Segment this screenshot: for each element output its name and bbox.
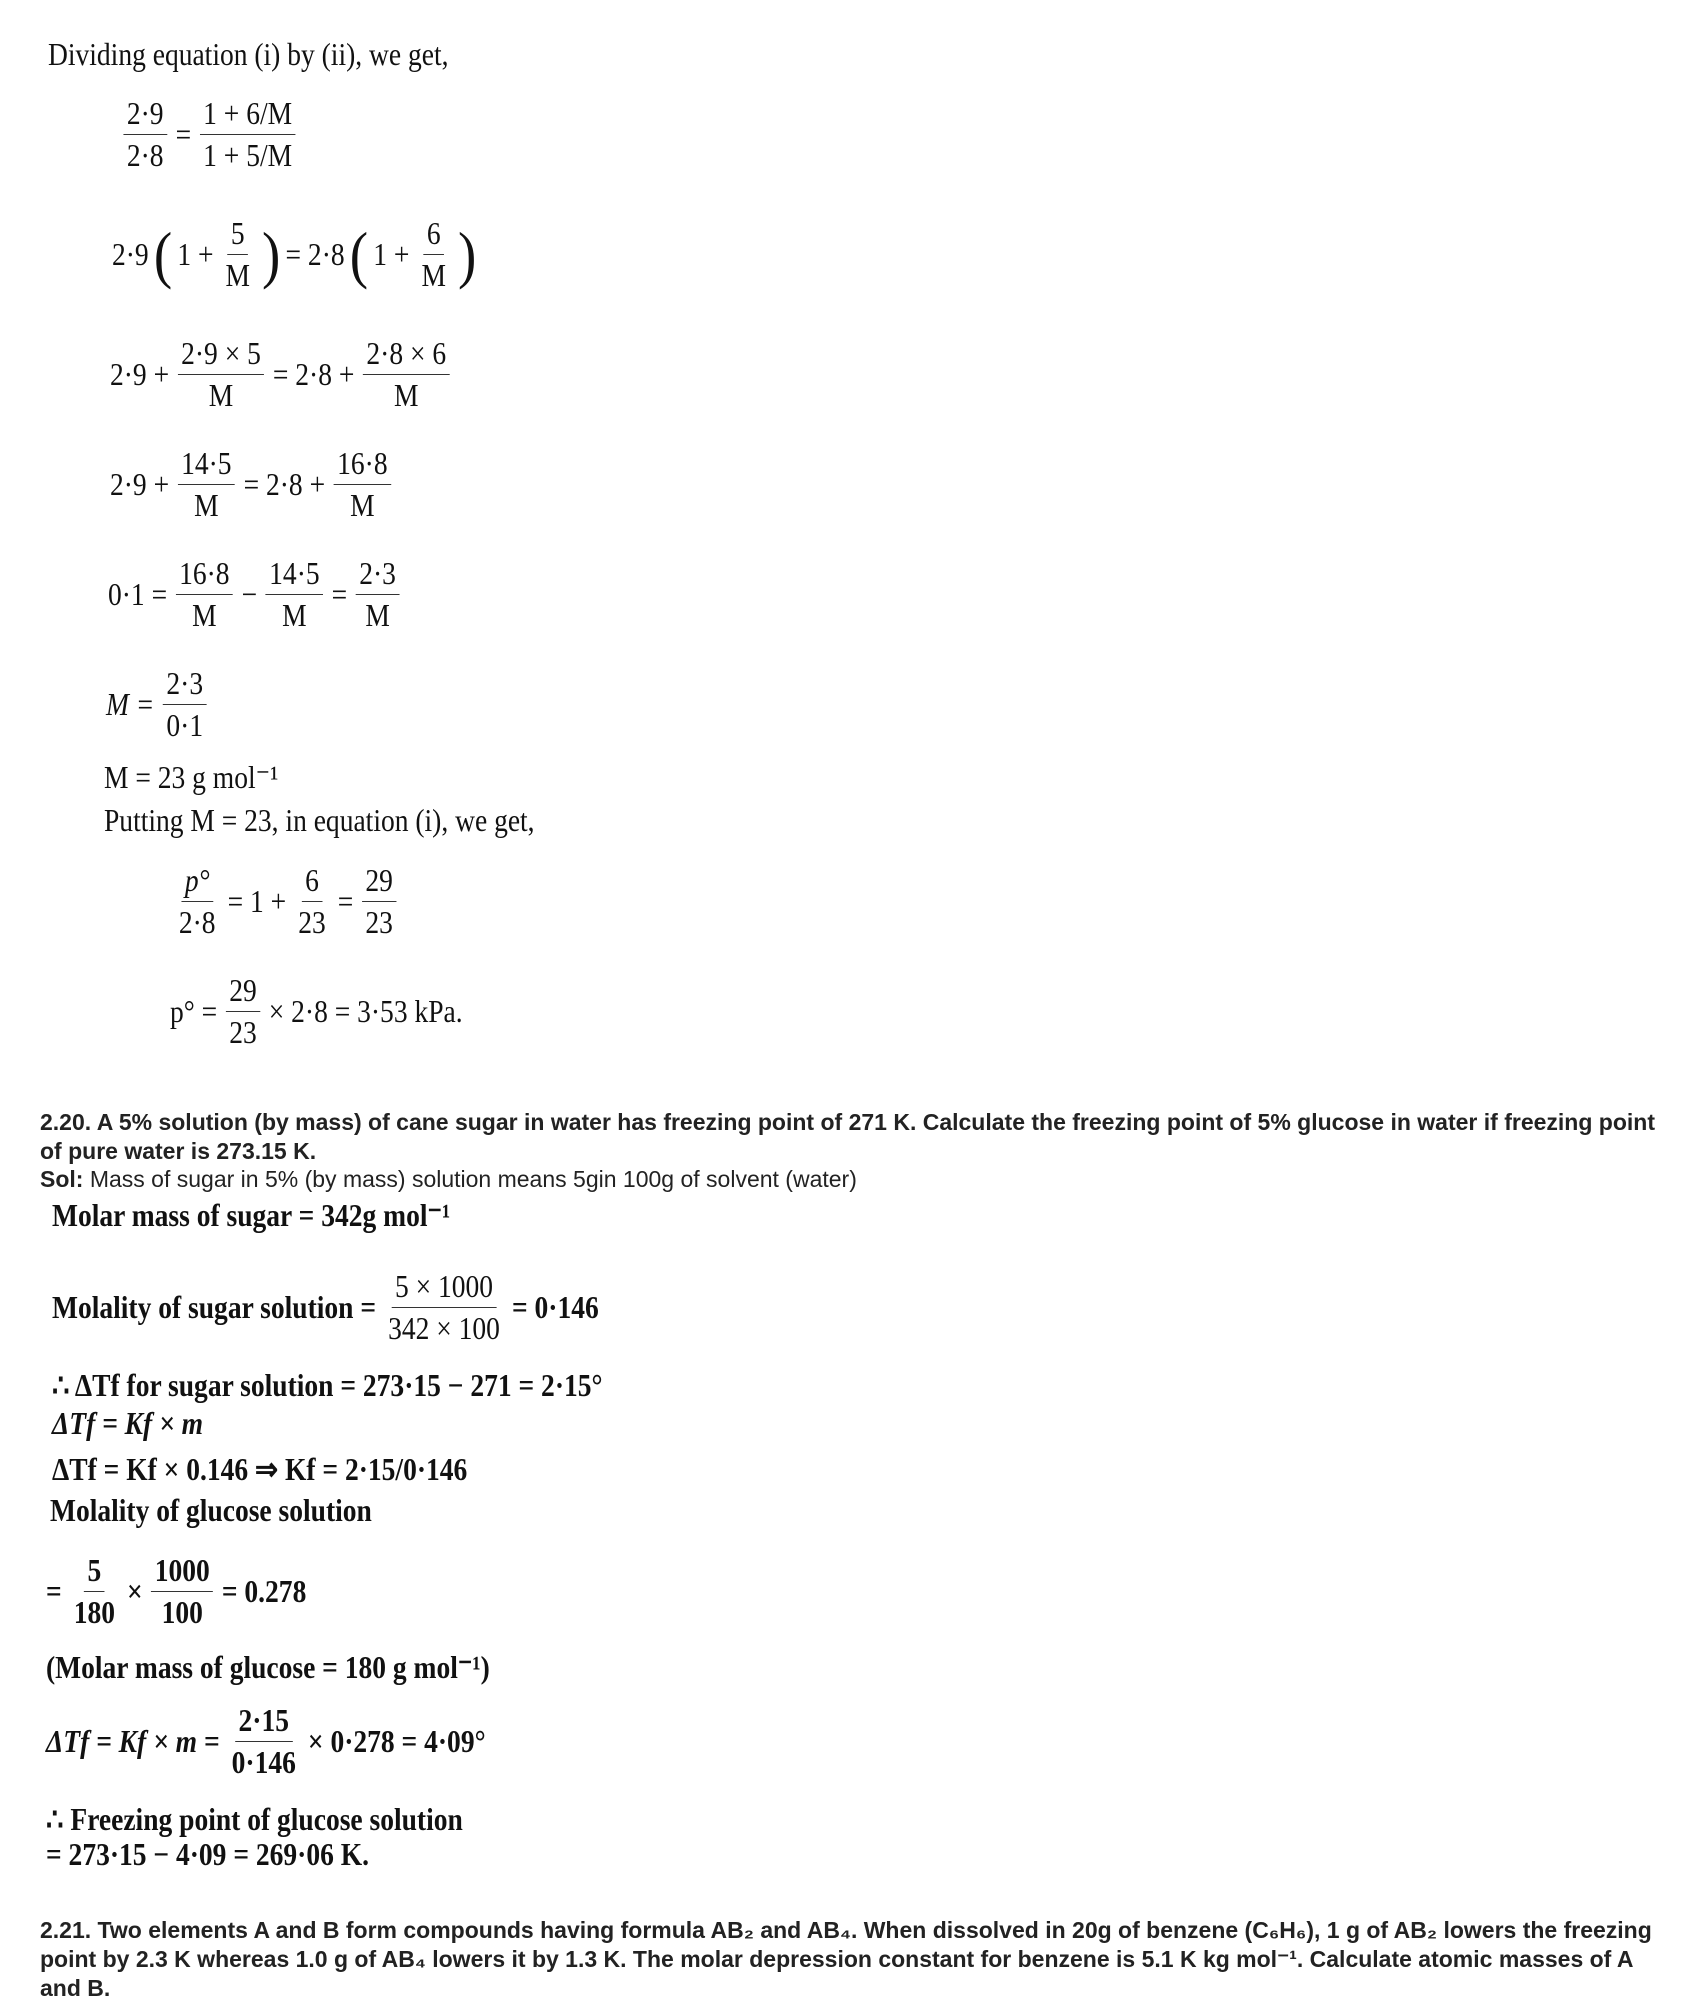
- numerator: 1000: [151, 1552, 213, 1592]
- denominator: 23: [298, 904, 326, 940]
- numerator: 16·8: [334, 445, 391, 485]
- text: M =: [106, 686, 155, 722]
- text: −: [241, 576, 258, 612]
- equation-simplify: [110, 445, 394, 524]
- fraction: [151, 1552, 213, 1631]
- fraction: [418, 215, 449, 294]
- paren: (: [153, 218, 173, 290]
- equation-cross-multiply: [112, 215, 476, 294]
- denominator: M: [394, 377, 419, 413]
- numerator: 29: [226, 972, 260, 1012]
- fraction: [356, 555, 400, 634]
- numerator: 2·3: [356, 555, 400, 595]
- fraction: [226, 972, 260, 1051]
- fraction: [123, 95, 167, 174]
- dtf-kf: [52, 1450, 467, 1488]
- text: Molality of sugar solution =: [52, 1289, 377, 1325]
- text: 2·9 +: [110, 356, 170, 392]
- text: ∴ Freezing point of glucose solution: [46, 1801, 463, 1837]
- fraction: [295, 862, 329, 941]
- equation-p0-result: [170, 972, 463, 1051]
- denominator: 2·8: [178, 904, 216, 940]
- text: ΔTf = Kf × 0.146 ⇒ Kf = 2·15/0·146: [52, 1451, 468, 1487]
- text: × 2·8 = 3·53 kPa.: [268, 993, 463, 1029]
- equals: =: [175, 116, 192, 152]
- denominator: 180: [73, 1594, 116, 1630]
- numerator: 1 + 6/M: [200, 95, 296, 135]
- text: =: [331, 576, 348, 612]
- paren: ): [457, 218, 477, 290]
- text: = 2·8 +: [272, 356, 355, 392]
- text: p° =: [170, 993, 218, 1029]
- paren: ): [262, 218, 281, 290]
- putting-line: [104, 802, 535, 839]
- fraction: [178, 335, 265, 414]
- fraction: [334, 445, 391, 524]
- glucose-molality: [46, 1552, 306, 1631]
- equation-expand: [110, 335, 453, 414]
- numerator: p°: [181, 862, 213, 902]
- text: 1 +: [177, 236, 214, 272]
- fraction: [163, 665, 207, 744]
- text: = 2·8: [285, 236, 345, 272]
- text: = 2·8 +: [243, 466, 326, 502]
- text: ∴ ΔTf for sugar solution = 273·15 − 271 = 2·15°: [52, 1367, 603, 1403]
- text: (Molar mass of glucose = 180 g mol⁻¹): [46, 1649, 490, 1685]
- numerator: 2·8 × 6: [363, 335, 450, 375]
- numerator: 5: [227, 215, 248, 255]
- denominator: M: [365, 597, 390, 633]
- text: = 273·15 − 4·09 = 269·06 K.: [46, 1836, 370, 1872]
- text: ×: [127, 1573, 143, 1609]
- denominator: M: [208, 377, 234, 413]
- text: Molality of glucose solution: [50, 1492, 372, 1528]
- denominator: 0·146: [231, 1744, 296, 1780]
- equation-p0-ratio: [172, 862, 400, 941]
- denominator: 342 × 100: [388, 1310, 500, 1346]
- denominator: 2·8: [126, 137, 164, 173]
- text: × 0·278 = 4·09°: [307, 1723, 486, 1759]
- text: 0·1 =: [108, 576, 168, 612]
- text: = 1 +: [227, 883, 287, 919]
- numerator: 6: [423, 215, 444, 255]
- equation-m: [106, 665, 210, 744]
- numerator: 5 × 1000: [392, 1268, 497, 1308]
- numerator: 6: [302, 862, 323, 902]
- numerator: 2·9 × 5: [178, 335, 265, 375]
- sol-label: Sol:: [40, 1166, 84, 1192]
- numerator: 5: [84, 1552, 105, 1592]
- text: 1 +: [373, 236, 410, 272]
- text: =: [46, 1573, 62, 1609]
- text: M = 23 g mol⁻¹: [104, 759, 279, 795]
- fraction: [200, 95, 296, 174]
- text: = 0.278: [221, 1573, 307, 1609]
- text: Molar mass of sugar = 342g mol⁻¹: [52, 1197, 451, 1233]
- text: Mass of sugar in 5% (by mass) solution means 5gin 100g of solvent (water): [83, 1166, 857, 1192]
- text: =: [337, 883, 354, 919]
- dtf-sugar: [52, 1366, 603, 1404]
- denominator: M: [225, 257, 251, 293]
- fraction: [70, 1552, 118, 1631]
- fraction: [266, 555, 323, 634]
- freezing-point-value: [46, 1836, 369, 1873]
- fraction: [228, 1702, 299, 1781]
- denominator: 100: [161, 1594, 203, 1630]
- fraction: [175, 862, 219, 941]
- denominator: M: [192, 597, 217, 633]
- dtf-glucose: [46, 1702, 486, 1781]
- numerator: 2·15: [235, 1702, 292, 1742]
- glucose-molar-mass: [46, 1648, 490, 1686]
- glucose-molality-label: [50, 1492, 372, 1529]
- denominator: M: [350, 487, 375, 523]
- numerator: 16·8: [176, 555, 233, 595]
- equation-difference: [108, 555, 403, 634]
- equation-ratio: [120, 95, 299, 174]
- text: 2·9: [112, 236, 149, 272]
- numerator: 29: [362, 862, 396, 902]
- denominator: M: [282, 597, 307, 633]
- fraction: [176, 555, 233, 634]
- denominator: 0·1: [166, 707, 204, 743]
- denominator: 23: [365, 904, 393, 940]
- fraction: [222, 215, 253, 294]
- molality-sugar: [52, 1268, 599, 1347]
- solution-intro: [40, 1166, 857, 1193]
- fraction: [385, 1268, 504, 1347]
- paren: (: [349, 218, 369, 290]
- fraction: [362, 862, 396, 941]
- intro-line: [48, 36, 448, 73]
- freezing-point-label: [46, 1800, 463, 1838]
- dtf-formula: [52, 1405, 203, 1442]
- molar-mass-sugar: [52, 1196, 450, 1234]
- text: = 0·146: [511, 1289, 599, 1325]
- numerator: 14·5: [266, 555, 323, 595]
- text: ΔTf = Kf × m =: [46, 1723, 220, 1759]
- text: Putting M = 23, in equation (i), we get,: [104, 802, 535, 838]
- question-2-21: 2.21. Two elements A and B form compounds having formula AB₂ and AB₄. When dissolved in 20g of benzene (C₆H₆), 1 g of AB₂ lowers the freezing point by 2.3 K whereas 1.0 g of AB₄ lowers it by 1.3 K. The molar depression constant for benzene is 5.1 K kg mol⁻¹. Calculate atomic masses of A and B.: [40, 1917, 1652, 2001]
- numerator: 2·9: [123, 95, 167, 135]
- denominator: M: [421, 257, 446, 293]
- fraction: [178, 445, 235, 524]
- text: Dividing equation (i) by (ii), we get,: [48, 36, 449, 72]
- numerator: 14·5: [178, 445, 235, 485]
- denominator: M: [194, 487, 219, 523]
- question-2-20: 2.20. A 5% solution (by mass) of cane sugar in water has freezing point of 271 K. Calculate the freezing point of 5% glucose in water if freezing point of pure water is 273.15 K.: [40, 1109, 1655, 1164]
- text: 2·9 +: [110, 466, 170, 502]
- fraction: [363, 335, 450, 414]
- denominator: 1 + 5/M: [203, 137, 293, 173]
- denominator: 23: [229, 1014, 257, 1050]
- text: ΔTf = Kf × m: [52, 1405, 204, 1441]
- result-m: [104, 758, 278, 796]
- numerator: 2·3: [163, 665, 207, 705]
